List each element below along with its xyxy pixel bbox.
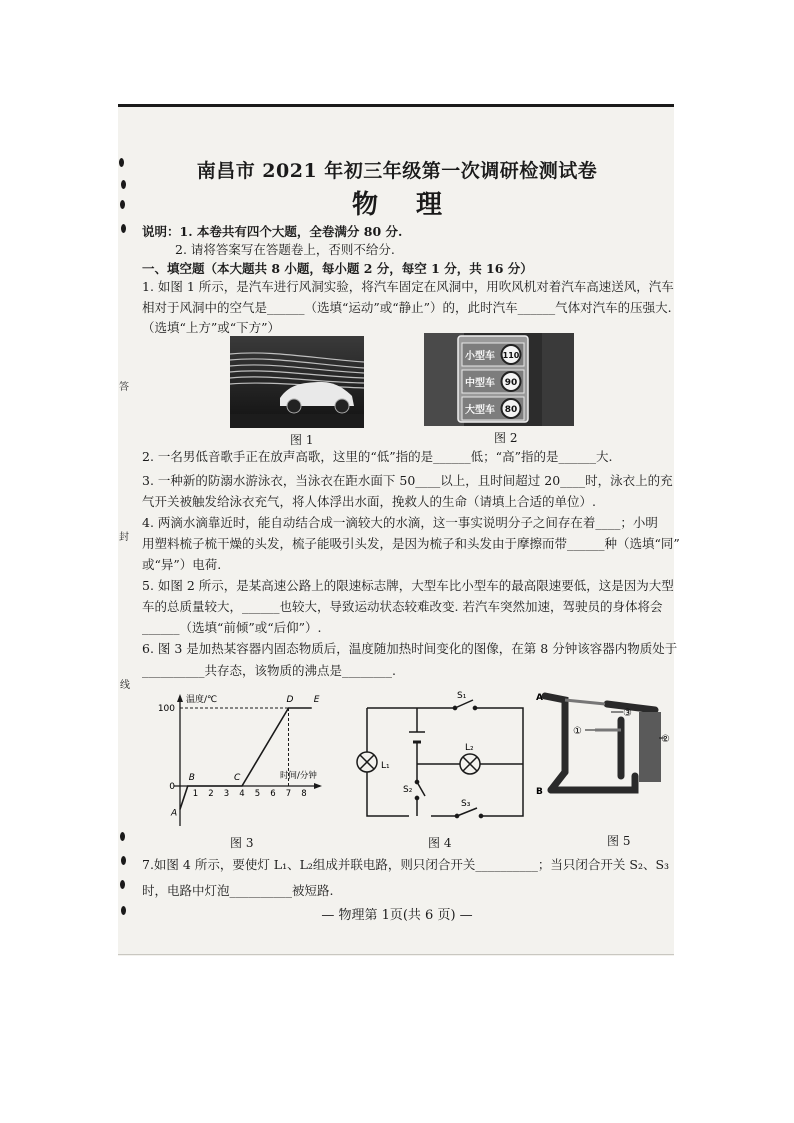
- figure-5-tube-photo: [535, 690, 673, 812]
- label-a: A: [536, 693, 543, 703]
- label-b: B: [536, 787, 543, 797]
- temperature-line: [180, 708, 312, 809]
- figure-1-wind-tunnel-photo: [230, 336, 364, 428]
- figure-4-circuit-diagram: [345, 688, 525, 828]
- figure-2-speed-limit-sign: [424, 333, 574, 426]
- y-axis-arrow: [177, 694, 183, 702]
- question-4-line-1: 4. 两滴水滴靠近时，能自动结合成一滴较大的水滴，这一事实说明分子之间存在着____；小明: [142, 515, 658, 530]
- margin-mark: 线: [120, 680, 130, 691]
- x-tick-label: 8: [301, 789, 307, 799]
- figure-2-caption: 图 2: [494, 431, 518, 445]
- figure-5-caption: 图 5: [607, 834, 631, 848]
- subject-title: 物理: [351, 190, 480, 220]
- label-circle-1: ①: [573, 726, 582, 737]
- binding-hole: [121, 224, 126, 233]
- bottom-rule: [118, 954, 674, 955]
- lamp-l2-icon: [460, 754, 480, 774]
- question-3-line-2: 气开关被触发给泳衣充气，将人体浮出水面，挽救人的生命（请填上合适的单位）.: [142, 494, 596, 509]
- figure-1-caption: 图 1: [290, 433, 314, 447]
- question-7-line-1: 7.如图 4 所示，要使灯 L₁、L₂组成并联电路，则只闭合开关__________；当只闭合开关 S₂、S₃: [142, 857, 670, 872]
- question-5-line-2: 车的总质量较大，______也较大，导致运动状态较难改变. 若汽车突然加速，驾驶员的身体将会: [142, 599, 663, 614]
- point-label-b: B: [188, 773, 195, 783]
- x-axis-arrow: [314, 783, 322, 789]
- question-1-line-2: 相对于风洞中的空气是______（选填“运动”或“静止”）的，此时汽车______气体对汽车的压强大.: [142, 300, 672, 315]
- y-tick-label: 100: [157, 704, 175, 714]
- page-footer: — 物理第 1页(共 6 页) —: [321, 908, 473, 923]
- binding-hole: [121, 856, 126, 865]
- x-axis-label: 时间/分钟: [280, 771, 317, 781]
- sign-vehicle-label: 小型车: [465, 351, 495, 362]
- question-6-line-1: 6. 图 3 是加热某容器内固态物质后，温度随加热时间变化的图像，在第 8 分钟该容器内物质处于: [142, 641, 678, 656]
- x-tick-label: 7: [285, 789, 292, 799]
- y-tick-label: 0: [169, 782, 175, 792]
- speed-limit-value: 110: [502, 351, 520, 360]
- point-label-d: D: [286, 695, 294, 705]
- sign-vehicle-label: 大型车: [465, 405, 495, 416]
- x-tick-label: 4: [239, 789, 245, 799]
- label-l2: L₂: [465, 743, 474, 753]
- x-tick-label: 1: [192, 789, 199, 799]
- binding-hole: [120, 880, 125, 889]
- label-s1: S₁: [457, 691, 467, 701]
- binding-hole: [120, 832, 125, 841]
- question-4-line-2: 用塑料梳子梳干燥的头发，梳子能吸引头发，是因为梳子和头发由于摩擦而带______种（选填“同”: [142, 536, 680, 551]
- switch-s1: [453, 700, 476, 710]
- question-4-line-3: 或“异”）电荷.: [142, 557, 222, 572]
- question-5-line-3: ______（选填“前倾”或“后仰”）.: [142, 620, 322, 635]
- section-header: 一、填空题（本大题共 8 小题，每小题 2 分，每空 1 分，共 16 分）: [142, 261, 533, 276]
- question-1-line-1: 1. 如图 1 所示，是汽车进行风洞实验，将汽车固定在风洞中，用吹风机对着汽车高速送风，汽车: [142, 279, 674, 294]
- switch-s2: [415, 780, 425, 799]
- x-tick-label: 3: [223, 789, 230, 799]
- label-circle-2: ②: [661, 734, 670, 745]
- question-3-line-1: 3. 一种新的防溺水游泳衣，当泳衣在距水面下 50____以上，且时间超过 20____时，泳衣上的充: [142, 473, 673, 488]
- y-axis-label: 温度/℃: [186, 695, 218, 705]
- point-label-c: C: [234, 773, 241, 783]
- figure-4-caption: 图 4: [428, 836, 452, 850]
- label-s3: S₃: [461, 799, 471, 809]
- top-rule: [118, 104, 674, 107]
- question-1-line-3: （选填“上方”或“下方”）: [142, 320, 281, 335]
- sign-vehicle-label: 中型车: [465, 378, 495, 389]
- figure-3-caption: 图 3: [230, 836, 254, 850]
- switch-s3: [455, 808, 482, 818]
- question-6-line-2: __________共存态，该物质的沸点是________.: [142, 663, 396, 678]
- label-s2: S₂: [403, 785, 413, 795]
- x-tick-label: 6: [270, 789, 276, 799]
- instruction-line-2: 2. 请将答案写在答题卷上，否则不给分.: [175, 242, 395, 257]
- lamp-l1-icon: [357, 752, 377, 772]
- x-tick-label: 2: [208, 789, 214, 799]
- margin-mark: 封: [119, 532, 129, 543]
- x-tick-label: 5: [254, 789, 261, 799]
- label-circle-3: ③: [623, 708, 632, 719]
- question-7-line-2: 时，电路中灯泡__________被短路.: [142, 883, 334, 898]
- margin-mark: 答: [119, 382, 129, 393]
- instruction-line-1: 说明：1. 本卷共有四个大题，全卷满分 80 分.: [142, 224, 403, 239]
- exam-title: 南昌市 2021 年初三年级第一次调研检测试卷: [196, 160, 598, 182]
- figure-3-temperature-chart: [140, 688, 330, 828]
- battery-icon: [409, 732, 425, 742]
- question-5-line-1: 5. 如图 2 所示，是某高速公路上的限速标志牌，大型车比小型车的最高限速要低，这是因为大型: [142, 578, 674, 593]
- point-label-e: E: [313, 695, 320, 705]
- speed-limit-value: 90: [504, 378, 518, 388]
- speed-limit-value: 80: [504, 405, 518, 415]
- question-2-line-1: 2. 一名男低音歌手正在放声高歌，这里的“低”指的是______低；“高”指的是______大.: [142, 449, 613, 464]
- label-l1: L₁: [381, 761, 390, 771]
- point-label-a: A: [171, 808, 178, 819]
